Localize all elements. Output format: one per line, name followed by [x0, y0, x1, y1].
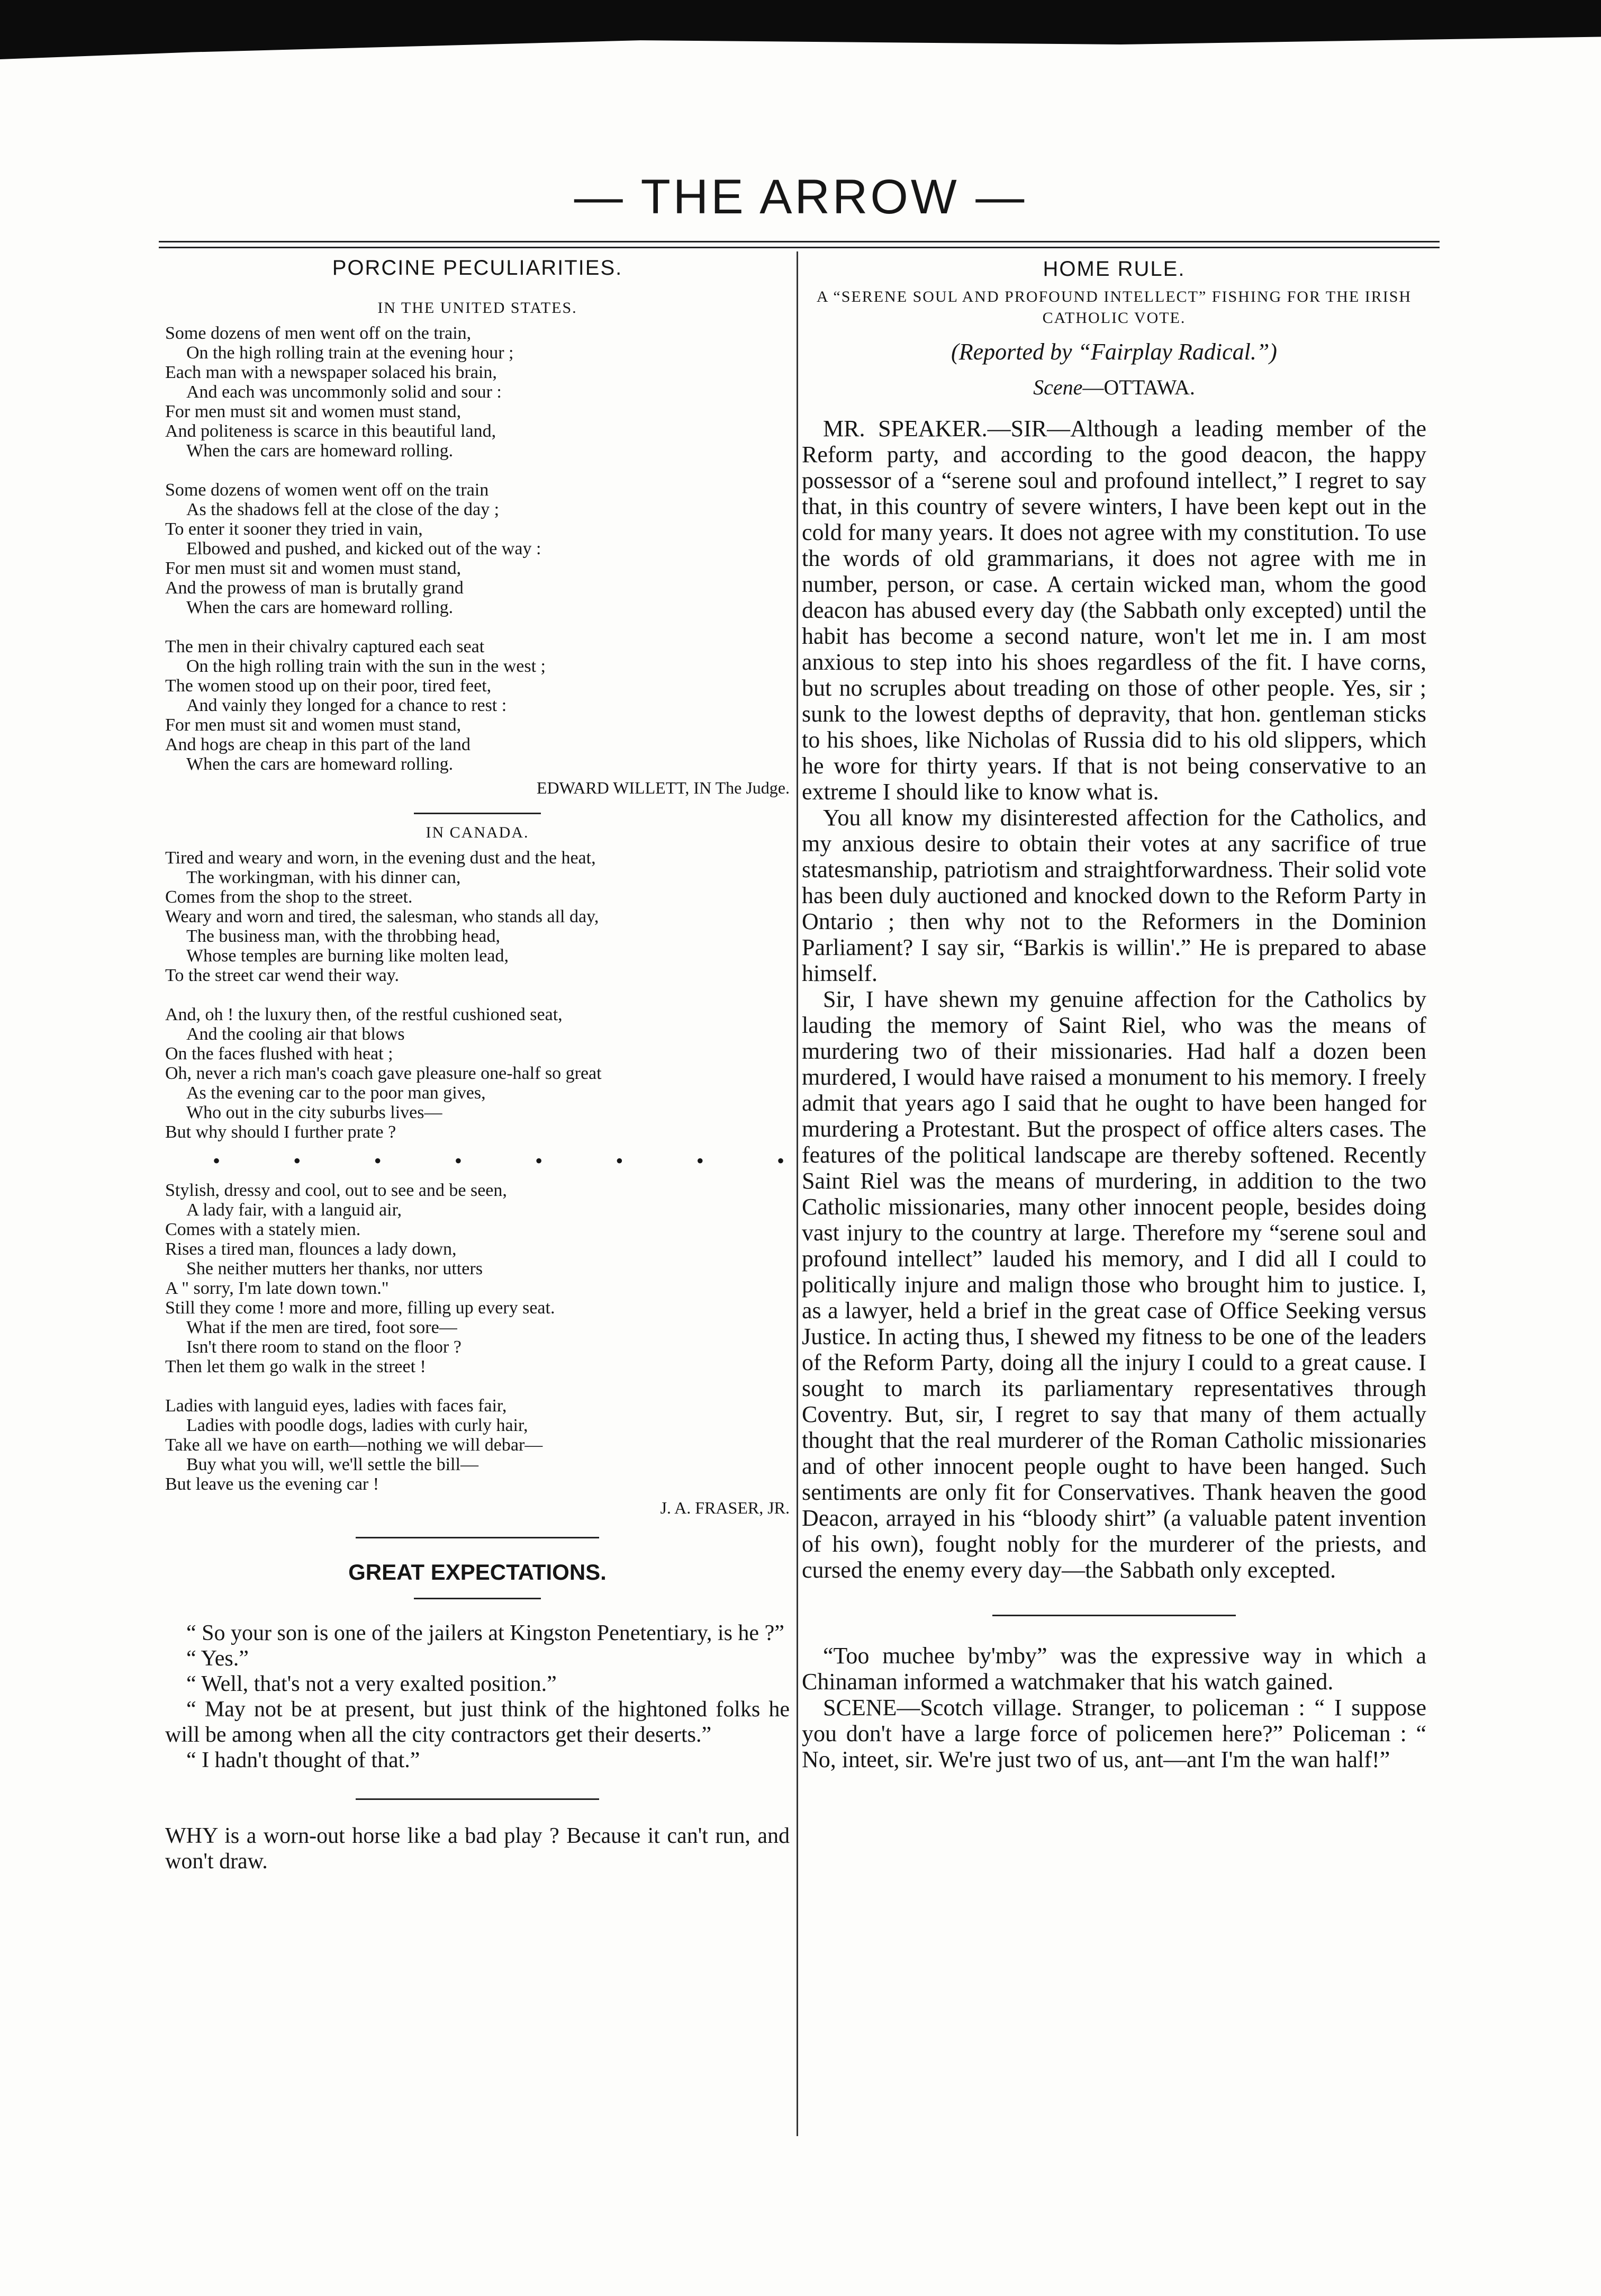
poem-line: When the cars are homeward rolling. [186, 754, 454, 774]
scene-label: Scene [1033, 375, 1083, 399]
porcine-title: PORCINE PECULIARITIES. [332, 256, 623, 280]
poem-line: Some dozens of men went off on the train, [165, 323, 472, 343]
home-rule-text [802, 416, 1426, 1583]
poem-line: And, oh ! the luxury then, of the restful cushioned seat, [165, 1005, 563, 1024]
separator-dot: • [616, 1149, 623, 1173]
poem-line: To the street car wend their way. [165, 966, 399, 985]
poem-line: For men must sit and women must stand, [165, 402, 462, 421]
separator-dot: • [374, 1149, 382, 1173]
dialogue-line: “ May not be at present, but just think of the hightoned folks he will be among when all the city contractors get their deserts.” [165, 1697, 790, 1747]
poem-line: Stylish, dressy and cool, out to see and be seen, [165, 1181, 507, 1200]
separator-dot: • [293, 1149, 301, 1173]
home-rule-subtitle: A “SERENE SOUL AND PROFOUND INTELLECT” FISHING FOR THE IRISH CATHOLIC VOTE. [816, 288, 1412, 327]
poem-canada-part2 [165, 1181, 790, 1494]
chinaman-anecdote: “Too muchee by'mby” was the expressive way in which a Chinaman informed a watchmaker that his watch gained. [802, 1643, 1426, 1695]
poem-line: The business man, with the throbbing head, [186, 926, 501, 946]
title-underline [414, 1598, 541, 1599]
poem-line: When the cars are homeward rolling. [186, 441, 454, 461]
separator-dot: • [696, 1149, 704, 1173]
poem-line: As the evening car to the poor man gives, [186, 1083, 486, 1103]
section-rule [414, 813, 541, 814]
poem-line: Weary and worn and tired, the salesman, who stands all day, [165, 907, 599, 926]
great-expectations-title: GREAT EXPECTATIONS. [348, 1560, 607, 1584]
poem-line: Each man with a newspaper solaced his brain, [165, 363, 497, 382]
poem-us [165, 323, 790, 774]
great-expectations-text [165, 1620, 790, 1773]
column-divider [797, 251, 798, 2136]
scene-line [802, 375, 1426, 400]
poem-line: When the cars are homeward rolling. [186, 598, 454, 617]
poem-line: The workingman, with his dinner can, [186, 868, 461, 887]
poem-line: Take all we have on earth—nothing we will debar— [165, 1435, 543, 1455]
stanza-break [165, 617, 790, 637]
poem-line: For men must sit and women must stand, [165, 715, 462, 735]
poem-line: Still they come ! more and more, filling up every seat. [165, 1298, 555, 1318]
poem-line: But leave us the evening car ! [165, 1474, 379, 1494]
speech-paragraph: MR. SPEAKER.—SIR—Although a leading member of the Reform party, and according to the good deacon, the happy possessor of a “serene soul and profound intellect,” I regret to say that, in this country of severe winters, I have been kept out in the cold for many years. It does not agree with my constitution. To use the words of old grammarians, it does not agree with me in number, person, or case. A certain wicked man, whom the good deacon has abused every day (the Sabbath only excepted) until the habit has become a second nature, won't let me in. I am most anxious to step into his shoes regardless of the fit. I have corns, but no scruples about treading on those of other people. Yes, sir ; sunk to the lowest depths of depravity, that hon. gentleman sticks to his shoes, like Nicholas of Russia did to his old slippers, which he wore for thirty years. If that is not being conservative to an extreme I should like to know what is. [802, 416, 1426, 805]
dialogue-line: “ I hadn't thought of that.” [186, 1748, 420, 1772]
poem-line: For men must sit and women must stand, [165, 559, 462, 578]
dialogue-line: “ Yes.” [186, 1646, 249, 1671]
poem-line: And vainly they longed for a chance to rest : [186, 696, 507, 715]
home-rule-title: HOME RULE. [1043, 257, 1186, 281]
poem-line: Rises a tired man, flounces a lady down, [165, 1239, 457, 1259]
poem-line: Then let them go walk in the street ! [165, 1357, 426, 1376]
us-heading: IN THE UNITED STATES. [377, 299, 577, 317]
poem-line: Elbowed and pushed, and kicked out of the way : [186, 539, 541, 559]
poem-line: To enter it sooner they tried in vain, [165, 519, 423, 539]
poem-canada-part1 [165, 848, 790, 1142]
willett-byline-text: EDWARD WILLETT, IN The Judge. [536, 778, 790, 797]
right-column [802, 253, 1426, 1772]
poem-line: And the prowess of man is brutally grand [165, 578, 464, 598]
poem-line: Whose temples are burning like molten lead, [186, 946, 509, 966]
poem-line: But why should I further prate ? [165, 1122, 396, 1142]
poem-line: As the shadows fell at the close of the day ; [186, 500, 500, 519]
top-ink-band [0, 0, 1601, 59]
stanza-break [165, 461, 790, 480]
stanza-break [165, 1376, 790, 1396]
dot-separator [165, 1148, 790, 1173]
section-rule [356, 1798, 599, 1800]
poem-line: Comes with a stately mien. [165, 1220, 361, 1239]
poem-line: On the high rolling train with the sun in the west ; [186, 656, 546, 676]
why-joke: WHY is a worn-out horse like a bad play ? Because it can't run, and won't draw. [165, 1824, 790, 1874]
poem-line: What if the men are tired, foot sore— [186, 1318, 457, 1337]
separator-dot: • [776, 1149, 784, 1173]
poem-line: And hogs are cheap in this part of the land [165, 735, 471, 754]
speech-paragraph: Sir, I have shewn my genuine affection for the Catholics by lauding the memory of Saint Riel, who was the means of murdering two of their missionaries. Had half a dozen been murdered, I would have raised a monument to his memory. I freely admit that years ago I said that he ought to have been hanged for murdering a Protestant. But the prospect of office alters cases. The features of the political landscape are thereby softened. Recently Saint Riel was the means of murdering, in addition to the two Catholic missionaries, many other innocent people, besides doing vast injury to the country at large. Therefore my “serene soul and profound intellect” lauded his memory, and I did all I could to politically injure and malign those who brought him to justice. I, as a lawyer, held a brief in the great case of Office Seeking versus Justice. In acting thus, I shewed my fitness to be one of the leaders of the Reform Party, doing all the injury I could to a great cause. I sought to march its parliamentary representatives through Coventry. But, sir, I regret to say that many of them actually thought that the real murderer of the Roman Catholic missionaries and of other innocent people ought to have been hanged. Such sentiments are only fit for Conservatives. Thank heaven the good Deacon, arrayed in his “bloody shirt” (a valuable patent invention of his own), fought nobly for the murderer of the priests, and cursed the enemy every day—the Sabbath only excepted. [802, 986, 1426, 1583]
poem-line: Tired and weary and worn, in the evening dust and the heat, [165, 848, 596, 868]
poem-line: Comes from the shop to the street. [165, 887, 413, 907]
poem-line: A " sorry, I'm late down town." [165, 1278, 389, 1298]
masthead-rule-top [159, 241, 1440, 242]
poem-line: A lady fair, with a languid air, [186, 1200, 402, 1220]
poem-line: Oh, never a rich man's coach gave pleasure one-half so great [165, 1064, 602, 1083]
fraser-byline: J. A. FRASER, JR. [660, 1498, 790, 1517]
left-column [165, 253, 790, 1874]
poem-line: Who out in the city suburbs lives— [186, 1103, 442, 1122]
poem-line: The men in their chivalry captured each seat [165, 637, 485, 656]
poem-line: Ladies with poodle dogs, ladies with curly hair, [186, 1416, 528, 1435]
speech-paragraph: You all know my disinterested affection for the Catholics, and my anxious desire to obtain their votes at any sacrifice of true statesmanship, patriotism and straightforwardness. Their solid vote has been duly auctioned and knocked down to the Reform Party in Ontario ; then why not to the Reformers in the Dominion Parliament? I say sir, “Barkis is willin'.” He is prepared to abase himself. [802, 805, 1426, 986]
separator-dot: • [213, 1149, 221, 1173]
scene-place: —OTTAWA. [1082, 375, 1195, 399]
poem-line: On the faces flushed with heat ; [165, 1044, 393, 1064]
poem-line: Some dozens of women went off on the train [165, 480, 489, 500]
masthead-rule-bottom [159, 247, 1440, 248]
poem-line: Buy what you will, we'll settle the bill— [186, 1455, 478, 1474]
scotch-anecdote: SCENE—Scotch village. Stranger, to policeman : “ I suppose you don't have a large force of policemen here?” Policeman : “ No, inteet, sir. We're just two of us, ant—ant I'm the wan half!” [802, 1695, 1426, 1772]
poem-line: Isn't there room to stand on the floor ? [186, 1337, 462, 1357]
separator-dot: • [535, 1149, 543, 1173]
willett-byline [165, 778, 790, 798]
poem-line: Ladies with languid eyes, ladies with faces fair, [165, 1396, 507, 1416]
poem-line: On the high rolling train at the evening hour ; [186, 343, 514, 363]
poem-line: And each was uncommonly solid and sour : [186, 382, 502, 402]
dialogue-line: “ Well, that's not a very exalted position.” [186, 1672, 557, 1696]
poem-line: And the cooling air that blows [186, 1024, 405, 1044]
stanza-break [165, 985, 790, 1005]
section-rule [356, 1537, 599, 1538]
poem-line: And politeness is scarce in this beautiful land, [165, 421, 496, 441]
dialogue-line: “ So your son is one of the jailers at Kingston Penetentiary, is he ?” [186, 1621, 784, 1645]
masthead: — THE ARROW — [574, 170, 1027, 224]
separator-dot: • [454, 1149, 462, 1173]
section-rule [992, 1615, 1236, 1616]
poem-line: The women stood up on their poor, tired feet, [165, 676, 492, 696]
canada-heading: IN CANADA. [426, 824, 529, 841]
reported-by: (Reported by “Fairplay Radical.”) [951, 339, 1277, 365]
poem-line: She neither mutters her thanks, nor utters [186, 1259, 483, 1278]
